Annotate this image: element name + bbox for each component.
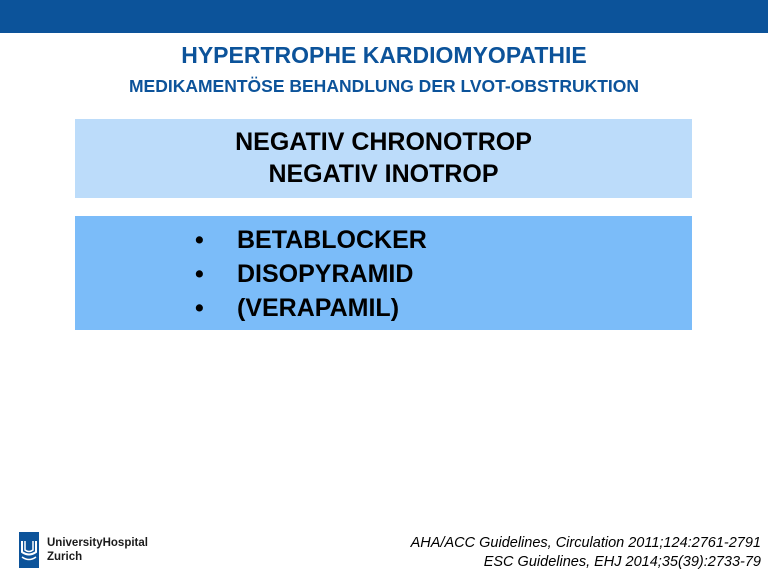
logo-text — [47, 536, 148, 564]
logo-line-2: Zurich — [47, 551, 83, 563]
slide-title: HYPERTROPHE KARDIOMYOPATHIE — [181, 42, 587, 68]
drug-list-item — [75, 258, 692, 290]
logo-line-1: UniversityHospital — [47, 537, 148, 549]
drugs-box — [75, 216, 692, 330]
university-hospital-zurich-logo-icon — [19, 532, 39, 568]
slide-subtitle: MEDIKAMENTÖSE BEHANDLUNG DER LVOT-OBSTRUKTION — [128, 76, 640, 96]
drug-list-item — [75, 224, 692, 256]
bullet-icon: • — [195, 294, 204, 322]
bullet-icon: • — [195, 260, 204, 288]
top-header-bar — [0, 0, 768, 33]
effect-line-chronotrop: NEGATIV CHRONOTROP — [235, 128, 532, 156]
reference-esc: ESC Guidelines, EHJ 2014;35(39):2733-79 — [483, 554, 761, 570]
drug-name-disopyramid: DISOPYRAMID — [237, 260, 414, 288]
references — [411, 534, 761, 572]
effects-box — [75, 119, 692, 198]
drug-list-item — [75, 292, 692, 324]
reference-aha-acc: AHA/ACC Guidelines, Circulation 2011;124:2761-2791 — [410, 535, 761, 551]
drug-name-verapamil: (VERAPAMIL) — [237, 294, 400, 322]
bullet-icon: • — [195, 226, 204, 254]
effect-line-inotrop: NEGATIV INOTROP — [268, 160, 499, 188]
university-hospital-logo — [19, 532, 159, 568]
drug-name-betablocker: BETABLOCKER — [237, 226, 427, 254]
